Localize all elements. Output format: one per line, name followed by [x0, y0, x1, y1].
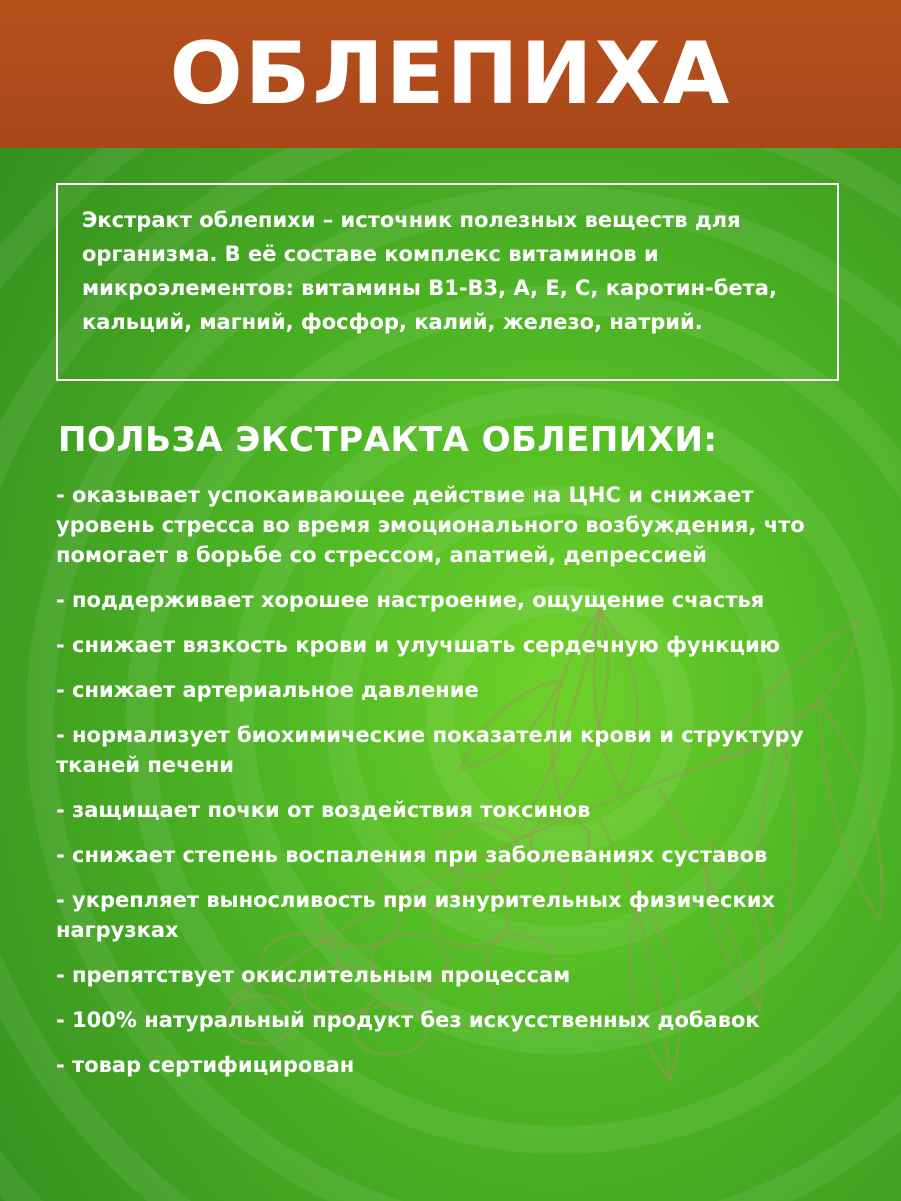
benefits-list [56, 480, 856, 1095]
benefit-item: - поддерживает хорошее настроение, ощущение счастья [56, 588, 765, 612]
intro-text: Экстракт облепихи – источник полезных веществ для организма. В её составе комплекс витаминов и микроэлементов: витамины B1-B3, A, E, C, каротин-бета, кальций, магний, фосфор, калий, железо, натрий. [82, 208, 777, 334]
intro-box [56, 183, 839, 381]
benefit-item: - 100% натуральный продукт без искусственных добавок [56, 1008, 760, 1032]
benefit-item: - защищает почки от воздействия токсинов [56, 798, 591, 822]
benefit-item: - укрепляет выносливость при изнурительных физических нагрузках [56, 888, 775, 942]
benefit-item: - нормализует биохимические показатели крови и структуру тканей печени [56, 723, 804, 777]
header-banner [0, 0, 901, 148]
benefit-item: - оказывает успокаивающее действие на ЦНС и снижает уровень стресса во время эмоционального возбуждения, что помогает в борьбе со стрессом, апатией, депрессией [56, 483, 805, 567]
benefit-item: - товар сертифицирован [56, 1053, 355, 1077]
benefit-item: - снижает степень воспаления при заболеваниях суставов [56, 843, 768, 867]
page-title: ОБЛЕПИХА [169, 24, 732, 124]
benefit-item: - снижает артериальное давление [56, 678, 479, 702]
benefit-item: - снижает вязкость крови и улучшать сердечную функцию [56, 633, 781, 657]
benefit-item: - препятствует окислительным процессам [56, 963, 571, 987]
benefits-heading: ПОЛЬЗА ЭКСТРАКТА ОБЛЕПИХИ: [58, 420, 718, 460]
